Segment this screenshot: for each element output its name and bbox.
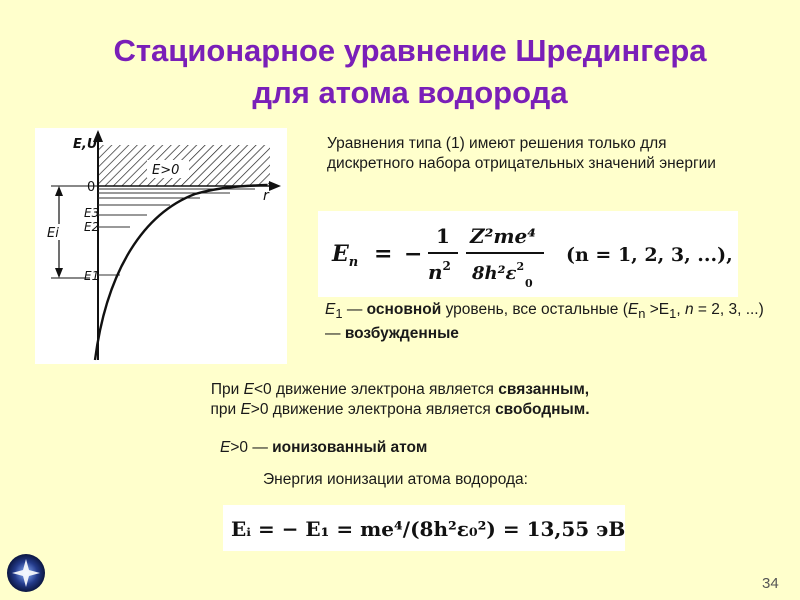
formula1-den2-sup: 2 bbox=[516, 260, 525, 273]
formula1-lhs-sub: n bbox=[348, 255, 359, 270]
ionized-middle: >0 — bbox=[230, 439, 273, 456]
page-number: 34 bbox=[762, 575, 779, 592]
x-axis-label: r bbox=[263, 188, 269, 204]
ground-state-text bbox=[325, 300, 765, 344]
ionization-arrow-bottom bbox=[55, 268, 63, 278]
ground-word: основной bbox=[366, 301, 442, 318]
ionization-arrow-top bbox=[55, 186, 63, 196]
logo-svg bbox=[6, 553, 46, 593]
bound-prefix: При bbox=[210, 381, 244, 398]
slide-title bbox=[40, 30, 780, 114]
title-line-2: для атома водорода bbox=[252, 75, 568, 110]
formula1-minus: − bbox=[404, 241, 423, 267]
title-line-1: Стационарное уравнение Шредингера bbox=[113, 33, 707, 68]
free-prefix: при bbox=[210, 401, 241, 418]
formula1-num2: Z²me⁴ bbox=[470, 224, 537, 248]
ionization-label: Ei bbox=[47, 226, 59, 241]
region-label: E>0 bbox=[152, 163, 180, 178]
energy-levels-formula bbox=[318, 211, 738, 297]
free-middle: >0 движение электрона является bbox=[250, 401, 496, 418]
ionized-text bbox=[220, 438, 720, 458]
free-e: E bbox=[240, 401, 251, 418]
ionization-energy-formula bbox=[223, 505, 625, 551]
y-axis-label: E,U bbox=[73, 137, 98, 152]
bound-middle: <0 движение электрона является bbox=[253, 381, 499, 398]
ionized-e: E bbox=[220, 439, 231, 456]
excited-sub-1: 1 bbox=[669, 306, 677, 322]
formula1-eq: = bbox=[374, 241, 393, 267]
x-axis-arrow bbox=[269, 181, 281, 191]
energy-levels-formula-svg bbox=[318, 211, 738, 297]
svg-text:En bbox=[331, 241, 358, 270]
excited-word: возбужденные bbox=[344, 325, 459, 343]
excited-n: n bbox=[684, 301, 694, 318]
excited-comma: , bbox=[676, 301, 685, 318]
ionized-word: ионизованный атом bbox=[272, 439, 428, 456]
svg-text:n2 bbox=[428, 259, 451, 284]
intro-text: Уравнения типа (1) имеют решения только для дискретного набора отрицательных значений энергии bbox=[327, 135, 716, 172]
energy-diagram-svg bbox=[35, 128, 287, 364]
formula2-text: Eᵢ = − E₁ = me⁴/(8h²ε₀²) = 13,55 эВ. bbox=[231, 517, 625, 541]
ground-dash: — bbox=[342, 301, 367, 318]
formula1-den1: n bbox=[428, 260, 443, 284]
formula1-den2-sub: 0 bbox=[525, 277, 533, 290]
bound-e: E bbox=[243, 381, 254, 398]
level-label-e3: E3 bbox=[84, 206, 100, 220]
logo-icon bbox=[6, 553, 46, 593]
zero-label: 0 bbox=[87, 180, 96, 195]
formula1-condition: (n = 1, 2, 3, ...), bbox=[566, 244, 733, 266]
formula1-num1: 1 bbox=[436, 224, 450, 248]
excited-sub-n: n bbox=[638, 306, 646, 322]
motion-text bbox=[0, 380, 800, 420]
excited-e: E bbox=[627, 301, 639, 318]
bound-word: связанным, bbox=[498, 381, 590, 398]
formula1-lhs: E bbox=[332, 241, 349, 267]
free-word: свободным. bbox=[495, 401, 590, 418]
coulomb-potential-curve bbox=[95, 185, 267, 360]
formula1-den1-sup: 2 bbox=[442, 259, 451, 273]
ground-e: E bbox=[325, 301, 336, 318]
ground-rest: уровень, все остальные ( bbox=[441, 301, 628, 318]
excited-values: = 2, 3, ...) — bbox=[325, 301, 764, 343]
svg-text:8h²ε2 bbox=[471, 260, 524, 284]
level-label-e1: E1 bbox=[84, 269, 100, 283]
ionization-energy-label: Энергия ионизации атома водорода: bbox=[263, 471, 528, 488]
excited-gt: >E bbox=[645, 301, 670, 318]
formula1-den2: 8h²ε bbox=[472, 263, 517, 284]
ionization-formula-svg bbox=[223, 505, 625, 551]
ground-sub-1: 1 bbox=[335, 306, 343, 322]
level-label-e2: E2 bbox=[84, 220, 100, 234]
energy-level-diagram bbox=[35, 128, 287, 364]
